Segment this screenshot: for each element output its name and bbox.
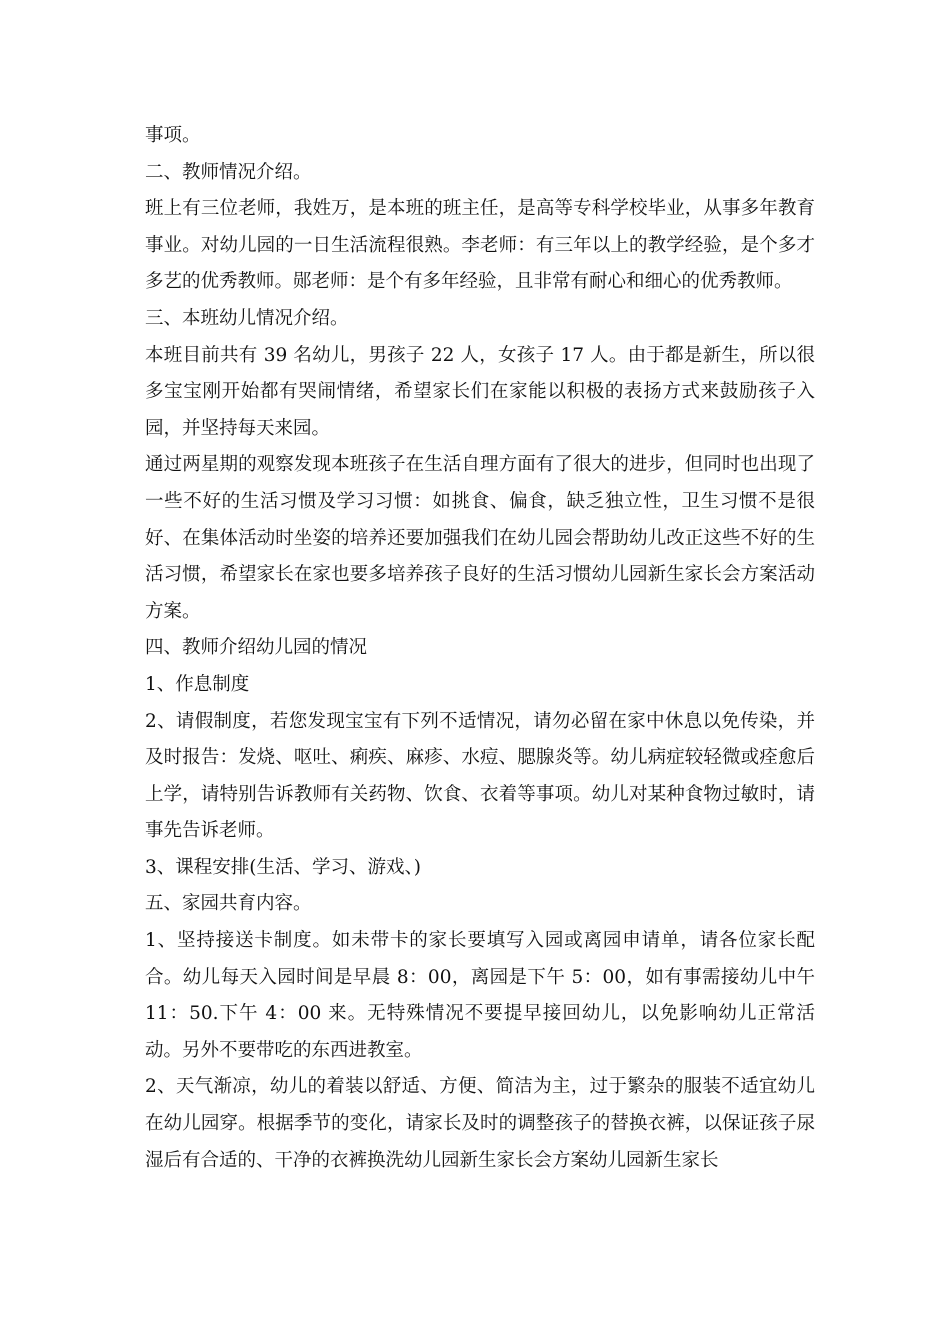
section-heading-children: 三、本班幼儿情况介绍。 <box>145 307 349 329</box>
paragraph-teachers: 班上有三位老师，我姓万，是本班的班主任，是高等专科学校毕业，从事多年教育事业。对幼儿园的一日生活流程很熟。李老师：有三年以上的教学经验，是个多才多艺的优秀教师。郧老师：是个有多年经验，且非常有耐心和细心的优秀教师。 <box>145 198 815 293</box>
paragraph-observation: 通过两星期的观察发现本班孩子在生活自理方面有了很大的进步，但同时也出现了一些不好的生活习惯及学习习惯：如挑食、偏食，缺乏独立性，卫生习惯不是很好、在集体活动时坐姿的培养还要加强我们在幼儿园会帮助幼儿改正这些不好的生活习惯，希望家长在家也要多培养孩子良好的生活习惯幼儿园新生家长会方案活动方案。 <box>145 454 815 622</box>
list-item-clothing: 2、天气渐凉，幼儿的着装以舒适、方便、简洁为主，过于繁杂的服装不适宜幼儿在幼儿园穿。根据季节的变化，请家长及时的调整孩子的替换衣裤，以保证孩子尿湿后有合适的、干净的衣裤换洗幼儿园新生家长会方案幼儿园新生家长 <box>145 1076 815 1171</box>
list-item-curriculum: 3、课程安排(生活、学习、游戏、) <box>145 856 421 878</box>
section-heading-kindergarten: 四、教师介绍幼儿园的情况 <box>145 637 368 659</box>
section-heading-cooperation: 五、家园共育内容。 <box>145 893 312 915</box>
document-body <box>145 118 815 1179</box>
section-heading-teachers: 二、教师情况介绍。 <box>145 161 312 183</box>
paragraph-continuation: 事项。 <box>145 125 201 146</box>
list-item-leave-policy: 2、请假制度，若您发现宝宝有下列不适情况，请勿必留在家中休息以免传染，并及时报告：发烧、呕吐、痢疾、麻疹、水痘、腮腺炎等。幼儿病症较轻微或痊愈后上学，请特别告诉教师有关药物、饮食、衣着等事项。幼儿对某种食物过敏时，请事先告诉老师。 <box>145 710 815 842</box>
list-item-pickup-card: 1、坚持接送卡制度。如未带卡的家长要填写入园或离园申请单，请各位家长配合。幼儿每天入园时间是早晨 8：00，离园是下午 5：00，如有事需接幼儿中午 11：50.下午 4：00 来。无特殊情况不要提早接回幼儿，以免影响幼儿正常活动。另外不要带吃的东西进教室。 <box>145 930 815 1061</box>
paragraph-children-count: 本班目前共有 39 名幼儿，男孩子 22 人，女孩子 17 人。由于都是新生，所以很多宝宝刚开始都有哭闹情绪，希望家长们在家能以积极的表扬方式来鼓励孩子入园，并坚持每天来园。 <box>145 344 815 439</box>
list-item-schedule: 1、作息制度 <box>145 673 250 695</box>
